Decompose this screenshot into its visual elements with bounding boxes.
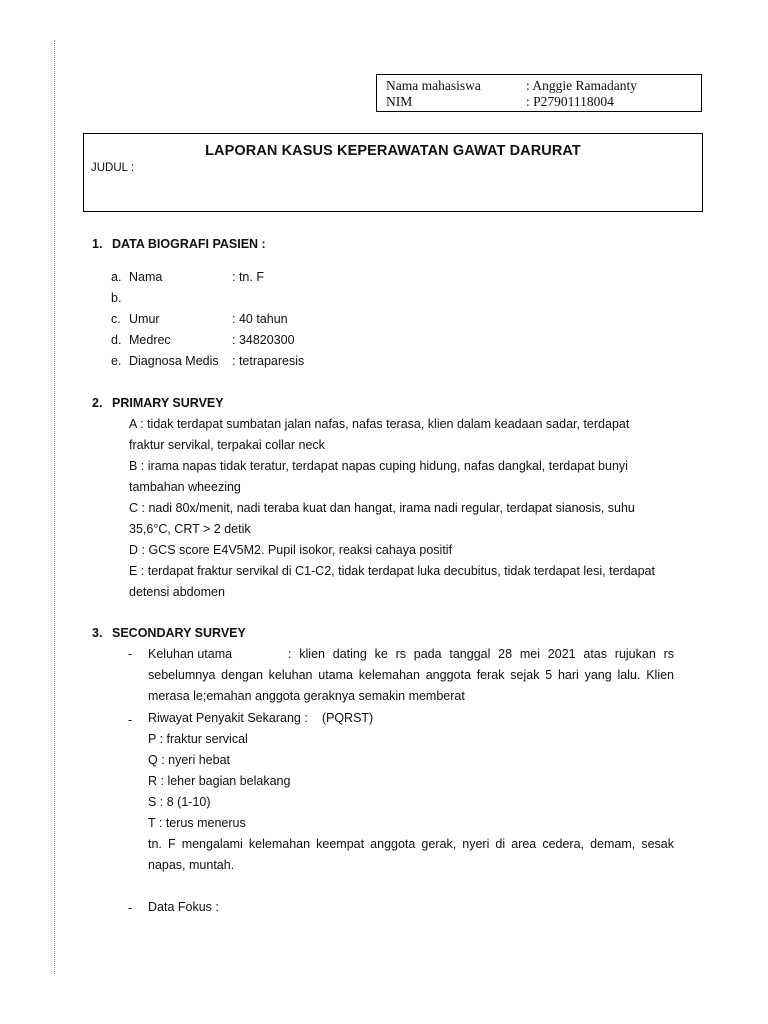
keluhan-utama	[148, 644, 674, 707]
section3-number: 3.	[92, 626, 103, 640]
data-fokus: Data Fokus :	[148, 900, 219, 914]
student-nim-label: NIM	[386, 94, 413, 109]
patient-summary: tn. F mengalami kelemahan keempat anggota gerak, nyeri di area cedera, demam, sesak napas, muntah.	[148, 837, 674, 872]
primary-survey-block	[129, 414, 675, 603]
primary-survey-line: B : irama napas tidak teratur, terdapat napas cuping hidung, nafas dangkal, terdapat bunyi	[129, 459, 628, 473]
bio-key: Diagnosa Medis	[129, 354, 219, 368]
bio-value: : 34820300	[232, 333, 295, 347]
pqrst-line: S : 8 (1-10)	[148, 795, 211, 809]
keluhan-label: Keluhan utama	[148, 647, 233, 661]
student-info-box	[376, 74, 702, 112]
section2-heading	[92, 396, 224, 410]
bullet-dash: -	[128, 901, 133, 915]
judul-label: JUDUL :	[91, 162, 135, 174]
primary-survey-line: 35,6°C, CRT > 2 detik	[129, 522, 251, 536]
student-name-value: : Anggie Ramadanty	[526, 78, 637, 93]
section1-heading	[92, 237, 266, 251]
section3-title: SECONDARY SURVEY	[112, 626, 246, 640]
bio-value: : tn. F	[232, 270, 264, 284]
report-title: LAPORAN KASUS KEPERAWATAN GAWAT DARURAT	[205, 143, 581, 159]
bio-marker: a.	[111, 270, 122, 284]
bio-key: Umur	[129, 312, 160, 326]
student-nim-value: : P27901118004	[526, 94, 614, 109]
bio-marker: e.	[111, 354, 122, 368]
section2-number: 2.	[92, 396, 103, 410]
primary-survey-line: C : nadi 80x/menit, nadi teraba kuat dan hangat, irama nadi regular, terdapat sianosis, suhu	[129, 501, 635, 515]
primary-survey-line: fraktur servikal, terpakai collar neck	[129, 438, 325, 452]
bio-value: : tetraparesis	[232, 354, 305, 368]
pqrst-line: Q : nyeri hebat	[148, 753, 230, 767]
bio-item	[111, 354, 304, 368]
bio-marker: c.	[111, 312, 121, 326]
page-margin-line	[54, 40, 55, 974]
bio-value: : 40 tahun	[232, 312, 288, 326]
report-title-box	[83, 133, 703, 212]
pqrst-line: P : fraktur servical	[148, 732, 248, 746]
bio-key: Medrec	[129, 333, 171, 347]
primary-survey-line: E : terdapat fraktur servikal di C1-C2, tidak terdapat luka decubitus, tidak terdapat lesi, terdapat	[129, 564, 655, 578]
riwayat-label: Riwayat Penyakit Sekarang :	[148, 711, 308, 725]
bio-key	[129, 291, 232, 305]
bullet-dash: -	[128, 713, 133, 727]
riwayat-penyakit	[148, 708, 674, 876]
primary-survey-line: detensi abdomen	[129, 585, 225, 599]
pqrst-tag: (PQRST)	[321, 711, 374, 725]
bio-marker: d.	[111, 333, 122, 347]
primary-survey-line: A : tidak terdapat sumbatan jalan nafas, nafas terasa, klien dalam keadaan sadar, terdapat	[129, 417, 630, 431]
section2-title: PRIMARY SURVEY	[112, 396, 224, 410]
bio-marker: b.	[111, 291, 122, 305]
section1-title: DATA BIOGRAFI PASIEN :	[112, 237, 266, 251]
bio-key: Nama	[129, 270, 163, 284]
bullet-dash: -	[128, 647, 133, 661]
pqrst-line: T : terus menerus	[148, 816, 246, 830]
bio-item	[111, 270, 264, 284]
section3-heading	[92, 626, 246, 640]
bio-item	[111, 291, 232, 305]
keluhan-text: : klien dating ke rs pada tanggal 28 mei 2021 atas rujukan rs sebelumnya dengan keluhan utama kelemahan anggota ferak sejak 5 hari yang lalu. Klien merasa le;emahan anggota geraknya semakin memberat	[148, 647, 674, 703]
primary-survey-line: D : GCS score E4V5M2. Pupil isokor, reaksi cahaya positif	[129, 543, 453, 557]
pqrst-line: R : leher bagian belakang	[148, 774, 291, 788]
primary-survey-line: tambahan wheezing	[129, 480, 241, 494]
bio-item	[111, 312, 288, 326]
section1-number: 1.	[92, 237, 103, 251]
bio-item	[111, 333, 295, 347]
student-name-label: Nama mahasiswa	[386, 78, 481, 93]
